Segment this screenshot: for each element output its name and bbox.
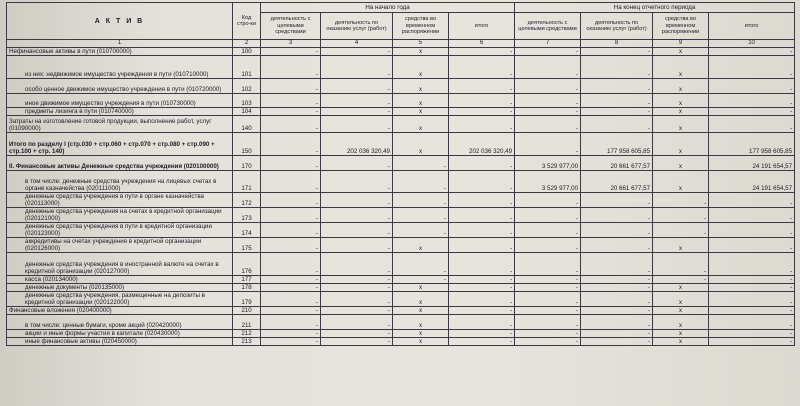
row-description: Затраты на изготовление готовой продукции, выполнение работ, услуг (01090000)	[7, 116, 233, 133]
row-code: 150	[233, 133, 261, 156]
balance-table	[6, 2, 795, 346]
value-cell: -	[581, 223, 653, 238]
column-label: деятельность по оказанию услуг (работ)	[581, 13, 653, 40]
row-code: 101	[233, 56, 261, 79]
value-cell: -	[261, 108, 321, 116]
value-cell: -	[515, 253, 581, 276]
table-row	[7, 208, 795, 223]
value-cell: -	[449, 171, 515, 193]
value-cell: -	[321, 156, 393, 171]
table-row	[7, 238, 795, 253]
column-number: 6	[449, 40, 515, 48]
value-cell: x	[653, 94, 709, 108]
value-cell: -	[261, 315, 321, 330]
value-cell: -	[393, 193, 449, 208]
value-cell: x	[393, 48, 449, 56]
row-description: денежные средства учреждения, размещенные на депозиты в кредитной организации (020122000)	[7, 292, 233, 307]
start-period-header: На начало года	[261, 3, 515, 13]
value-cell: 3 529 977,00	[515, 171, 581, 193]
value-cell: -	[261, 133, 321, 156]
value-cell: -	[261, 94, 321, 108]
row-code: 103	[233, 94, 261, 108]
value-cell: 24 191 654,57	[709, 171, 795, 193]
value-cell: -	[515, 223, 581, 238]
value-cell: -	[261, 193, 321, 208]
value-cell: 202 036 320,49	[449, 133, 515, 156]
table-row	[7, 276, 795, 284]
value-cell: -	[709, 338, 795, 346]
value-cell: -	[321, 208, 393, 223]
value-cell: 202 036 320,49	[321, 133, 393, 156]
table-row	[7, 156, 795, 171]
value-cell: -	[581, 307, 653, 315]
value-cell: x	[393, 315, 449, 330]
value-cell: -	[449, 276, 515, 284]
value-cell: -	[515, 108, 581, 116]
row-code: 179	[233, 292, 261, 307]
value-cell: -	[261, 156, 321, 171]
value-cell: -	[653, 223, 709, 238]
aktiv-header: А К Т И В	[7, 3, 233, 40]
value-cell: x	[653, 292, 709, 307]
table-row	[7, 193, 795, 208]
value-cell: -	[709, 284, 795, 292]
value-cell: -	[393, 223, 449, 238]
value-cell: x	[653, 116, 709, 133]
row-description: денежные средства учреждения в пути в органе казначейства (020113000)	[7, 193, 233, 208]
value-cell: -	[393, 276, 449, 284]
value-cell: x	[393, 338, 449, 346]
row-code: 140	[233, 116, 261, 133]
value-cell: -	[449, 94, 515, 108]
table-row	[7, 284, 795, 292]
value-cell: -	[709, 223, 795, 238]
table-row	[7, 338, 795, 346]
row-description: II. Финансовые активы Денежные средства учреждения (020100000)	[7, 156, 233, 171]
value-cell: -	[393, 171, 449, 193]
value-cell: -	[709, 292, 795, 307]
value-cell: -	[515, 307, 581, 315]
value-cell: -	[709, 253, 795, 276]
value-cell: -	[449, 223, 515, 238]
row-description: касса (020134000)	[7, 276, 233, 284]
value-cell: -	[515, 284, 581, 292]
table-row	[7, 292, 795, 307]
value-cell: 177 958 605,85	[581, 133, 653, 156]
value-cell: x	[653, 79, 709, 94]
value-cell: -	[709, 108, 795, 116]
row-code: 173	[233, 208, 261, 223]
column-number: 7	[515, 40, 581, 48]
table-row	[7, 108, 795, 116]
row-code: 102	[233, 79, 261, 94]
value-cell: -	[515, 292, 581, 307]
value-cell: -	[261, 307, 321, 315]
table-row	[7, 94, 795, 108]
value-cell: -	[321, 94, 393, 108]
value-cell: x	[653, 238, 709, 253]
column-number: 3	[261, 40, 321, 48]
value-cell: -	[449, 315, 515, 330]
value-cell: -	[393, 253, 449, 276]
row-description: Итого по разделу I (стр.030 + стр.060 + стр.070 + стр.080 + стр.090 + стр.100 + стр. 140)	[7, 133, 233, 156]
value-cell: -	[581, 284, 653, 292]
value-cell: -	[581, 238, 653, 253]
value-cell: -	[449, 253, 515, 276]
value-cell: x	[653, 307, 709, 315]
value-cell: -	[515, 330, 581, 338]
value-cell: x	[653, 284, 709, 292]
value-cell: x	[393, 307, 449, 315]
value-cell: -	[321, 238, 393, 253]
value-cell: -	[581, 208, 653, 223]
row-code: 213	[233, 338, 261, 346]
value-cell: -	[581, 193, 653, 208]
value-cell: -	[261, 276, 321, 284]
row-code: 171	[233, 171, 261, 193]
value-cell: -	[261, 284, 321, 292]
value-cell: -	[449, 48, 515, 56]
value-cell: -	[321, 284, 393, 292]
row-code: 100	[233, 48, 261, 56]
value-cell: -	[581, 94, 653, 108]
value-cell: x	[393, 292, 449, 307]
value-cell: -	[709, 238, 795, 253]
value-cell: -	[581, 253, 653, 276]
row-description: в том числе: ценные бумаги, кроме акций (020420000)	[7, 315, 233, 330]
value-cell: x	[653, 56, 709, 79]
value-cell: -	[449, 156, 515, 171]
table-row	[7, 56, 795, 79]
value-cell: -	[581, 116, 653, 133]
row-description: аккредитивы на счетах учреждения в кредитной организации (020126000)	[7, 238, 233, 253]
row-description: из них: недвижимое имущество учреждения в пути (010710000)	[7, 56, 233, 79]
value-cell: -	[321, 253, 393, 276]
column-number: 5	[393, 40, 449, 48]
value-cell: -	[321, 56, 393, 79]
table-row	[7, 330, 795, 338]
column-label: деятельность с целевыми средствами	[515, 13, 581, 40]
value-cell: x	[653, 48, 709, 56]
value-cell: -	[515, 193, 581, 208]
value-cell: -	[261, 208, 321, 223]
value-cell: x	[653, 330, 709, 338]
row-code: 170	[233, 156, 261, 171]
table-row	[7, 133, 795, 156]
value-cell: -	[393, 208, 449, 223]
table-row	[7, 79, 795, 94]
column-label: средства во временном распоряжении	[393, 13, 449, 40]
value-cell: x	[393, 238, 449, 253]
value-cell: -	[515, 315, 581, 330]
value-cell: x	[393, 133, 449, 156]
value-cell: -	[321, 193, 393, 208]
value-cell: -	[581, 79, 653, 94]
value-cell: -	[321, 79, 393, 94]
value-cell: -	[653, 253, 709, 276]
value-cell: -	[709, 208, 795, 223]
table-row	[7, 315, 795, 330]
column-label: деятельность с целевыми средствами	[261, 13, 321, 40]
value-cell: 24 191 654,57	[709, 156, 795, 171]
value-cell: -	[515, 276, 581, 284]
value-cell: x	[653, 171, 709, 193]
value-cell: 177 958 605,85	[709, 133, 795, 156]
value-cell: -	[709, 307, 795, 315]
value-cell: -	[709, 193, 795, 208]
value-cell: -	[321, 116, 393, 133]
value-cell: -	[261, 48, 321, 56]
value-cell: -	[709, 116, 795, 133]
row-description: денежные документы (020135000)	[7, 284, 233, 292]
value-cell: -	[515, 133, 581, 156]
value-cell: x	[393, 108, 449, 116]
value-cell: -	[393, 156, 449, 171]
table-row	[7, 116, 795, 133]
value-cell: x	[393, 79, 449, 94]
value-cell: -	[515, 79, 581, 94]
value-cell: -	[581, 292, 653, 307]
value-cell: -	[709, 48, 795, 56]
row-code: 174	[233, 223, 261, 238]
value-cell: -	[709, 276, 795, 284]
value-cell: -	[261, 223, 321, 238]
value-cell: x	[653, 133, 709, 156]
row-description: денежные средства учреждения в пути в кредитной организации (020123000)	[7, 223, 233, 238]
column-number: 10	[709, 40, 795, 48]
value-cell: -	[581, 48, 653, 56]
row-code: 211	[233, 315, 261, 330]
column-number: 8	[581, 40, 653, 48]
value-cell: x	[653, 108, 709, 116]
value-cell: -	[515, 48, 581, 56]
value-cell: -	[581, 276, 653, 284]
value-cell: -	[261, 171, 321, 193]
row-description: предметы лизинга в пути (010740000)	[7, 108, 233, 116]
row-description: Финансовые вложения (020400000)	[7, 307, 233, 315]
value-cell: -	[449, 56, 515, 79]
column-label: средства во временном распоряжении	[653, 13, 709, 40]
value-cell: x	[393, 116, 449, 133]
value-cell: 20 661 677,57	[581, 171, 653, 193]
value-cell: x	[653, 156, 709, 171]
value-cell: -	[321, 315, 393, 330]
value-cell: -	[449, 193, 515, 208]
value-cell: -	[321, 223, 393, 238]
value-cell: -	[709, 79, 795, 94]
value-cell: -	[261, 330, 321, 338]
table-row	[7, 48, 795, 56]
row-code: 178	[233, 284, 261, 292]
value-cell: x	[393, 330, 449, 338]
row-code: 176	[233, 253, 261, 276]
value-cell: -	[321, 48, 393, 56]
value-cell: x	[653, 315, 709, 330]
value-cell: -	[449, 330, 515, 338]
value-cell: -	[515, 116, 581, 133]
value-cell: -	[449, 116, 515, 133]
value-cell: -	[449, 238, 515, 253]
row-description: иное движимое имущество учреждения в пути (010730000)	[7, 94, 233, 108]
value-cell: -	[653, 276, 709, 284]
column-number: 1	[7, 40, 233, 48]
value-cell: -	[449, 108, 515, 116]
value-cell: -	[449, 292, 515, 307]
row-description: акции и иные формы участия в капитале (020430000)	[7, 330, 233, 338]
row-description: иные финансовые активы (020450000)	[7, 338, 233, 346]
value-cell: -	[515, 208, 581, 223]
row-code: 212	[233, 330, 261, 338]
column-number: 9	[653, 40, 709, 48]
column-label: деятельность по оказанию услуг (работ)	[321, 13, 393, 40]
row-description: в том числе: денежные средства учреждения на лицевых счетах в органе казначейства (020111000)	[7, 171, 233, 193]
row-code: 175	[233, 238, 261, 253]
value-cell: -	[321, 276, 393, 284]
value-cell: -	[653, 208, 709, 223]
column-number: 4	[321, 40, 393, 48]
value-cell: x	[393, 56, 449, 79]
value-cell: -	[709, 315, 795, 330]
table-row	[7, 253, 795, 276]
value-cell: -	[449, 307, 515, 315]
value-cell: -	[321, 330, 393, 338]
end-period-header: На конец отчетного периода	[515, 3, 795, 13]
table-row	[7, 171, 795, 193]
value-cell: -	[449, 284, 515, 292]
code-header: Код стро-ки	[233, 3, 261, 40]
value-cell: -	[709, 94, 795, 108]
value-cell: -	[581, 56, 653, 79]
row-description: Нефинансовые активы в пути (010700000)	[7, 48, 233, 56]
row-description: особо ценное движимое имущество учреждения в пути (010720000)	[7, 79, 233, 94]
table-row	[7, 223, 795, 238]
value-cell: x	[653, 338, 709, 346]
value-cell: -	[515, 56, 581, 79]
column-label: итого	[449, 13, 515, 40]
value-cell: -	[321, 171, 393, 193]
value-cell: -	[449, 208, 515, 223]
value-cell: -	[261, 116, 321, 133]
value-cell: -	[515, 338, 581, 346]
value-cell: 20 661 677,57	[581, 156, 653, 171]
column-number: 2	[233, 40, 261, 48]
value-cell: -	[709, 330, 795, 338]
value-cell: -	[261, 253, 321, 276]
value-cell: -	[321, 307, 393, 315]
value-cell: -	[261, 238, 321, 253]
value-cell: -	[581, 315, 653, 330]
value-cell: -	[261, 292, 321, 307]
row-description: денежные средства учреждения в иностранной валюте на счетах в кредитной организации (020127000)	[7, 253, 233, 276]
value-cell: -	[261, 56, 321, 79]
table-row	[7, 307, 795, 315]
value-cell: -	[261, 338, 321, 346]
value-cell: -	[581, 330, 653, 338]
row-code: 177	[233, 276, 261, 284]
value-cell: -	[321, 338, 393, 346]
value-cell: x	[393, 94, 449, 108]
value-cell: 3 529 977,00	[515, 156, 581, 171]
value-cell: x	[393, 284, 449, 292]
row-code: 210	[233, 307, 261, 315]
row-description: денежные средства учреждения на счетах в кредитной организации (020121000)	[7, 208, 233, 223]
value-cell: -	[321, 292, 393, 307]
value-cell: -	[321, 108, 393, 116]
value-cell: -	[261, 79, 321, 94]
column-label: итого	[709, 13, 795, 40]
row-code: 172	[233, 193, 261, 208]
value-cell: -	[709, 56, 795, 79]
value-cell: -	[449, 338, 515, 346]
value-cell: -	[581, 108, 653, 116]
value-cell: -	[449, 79, 515, 94]
row-code: 104	[233, 108, 261, 116]
value-cell: -	[515, 238, 581, 253]
value-cell: -	[581, 338, 653, 346]
value-cell: -	[653, 193, 709, 208]
value-cell: -	[515, 94, 581, 108]
